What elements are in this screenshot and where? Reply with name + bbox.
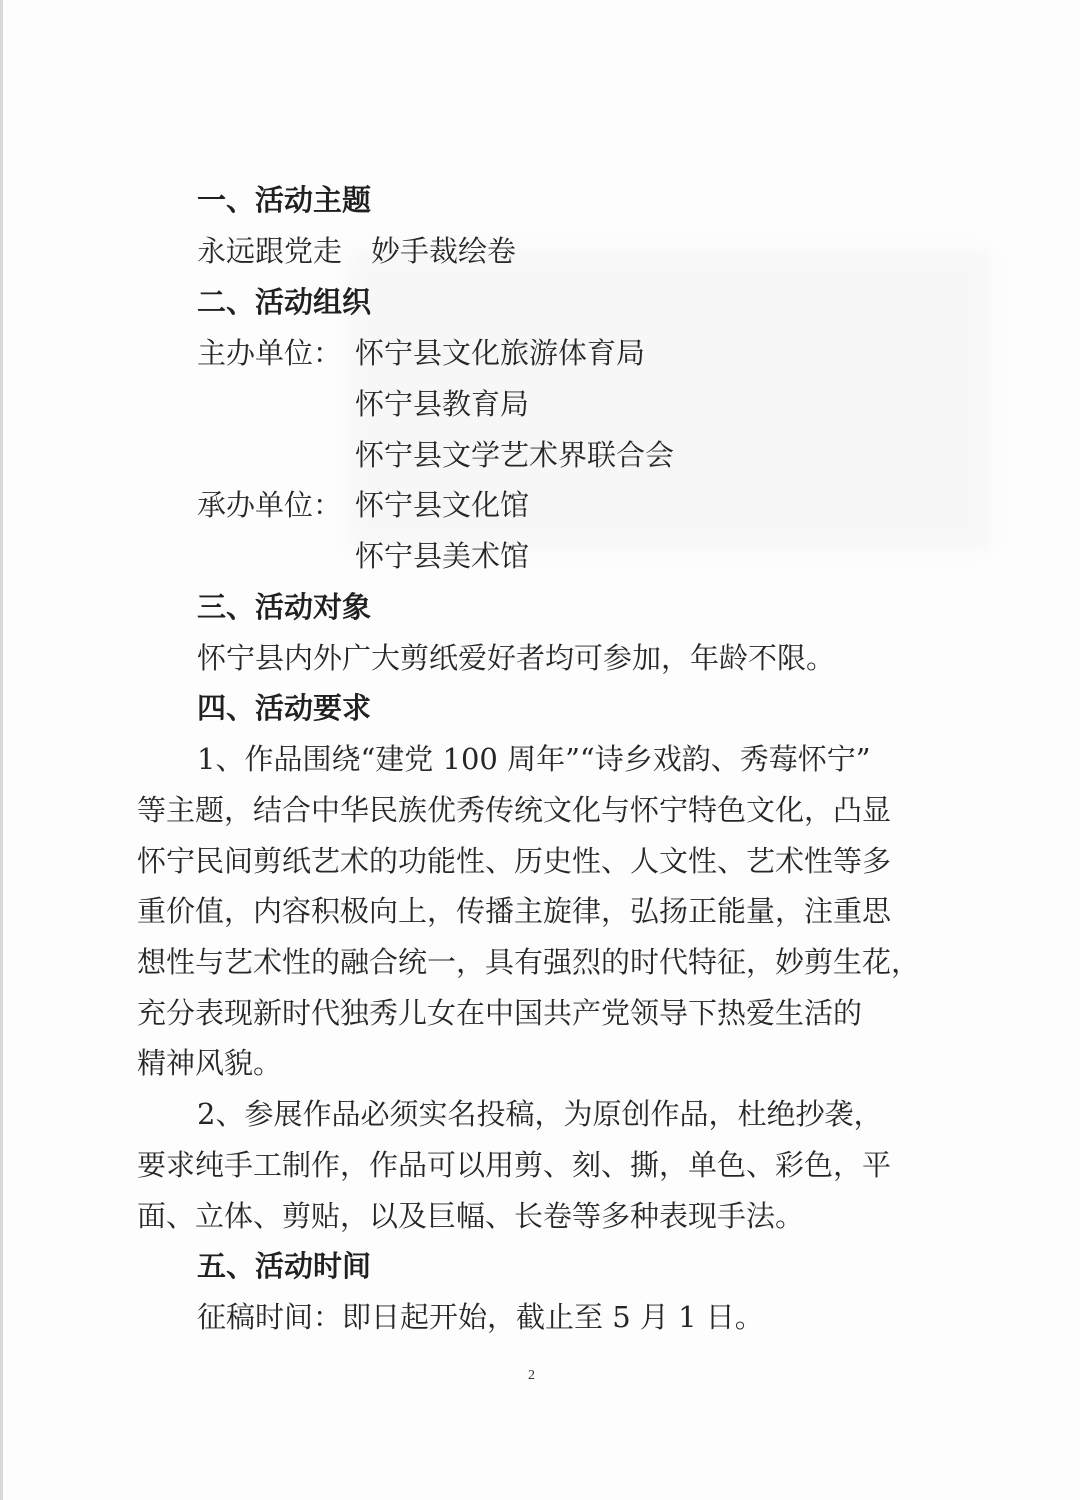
requirement-1-line-6: 充分表现新时代独秀儿女在中国共产党领导下热爱生活的 — [137, 996, 863, 1030]
requirement-1-line-1: 1、作品围绕“建党 100 周年”“诗乡戏韵、秀莓怀宁” — [197, 742, 871, 776]
requirement-1-line-2: 等主题，结合中华民族优秀传统文化与怀宁特色文化，凸显 — [137, 793, 892, 827]
section-heading-audience: 三、活动对象 — [197, 590, 372, 624]
page-edge — [0, 0, 3, 1500]
organizer-label: 承办单位： — [197, 488, 343, 522]
host-unit-1: 怀宁县文化旅游体育局 — [355, 336, 646, 370]
requirement-1-line-5: 想性与艺术性的融合统一，具有强烈的时代特征，妙剪生花， — [137, 945, 921, 979]
section-heading-requirements: 四、活动要求 — [197, 691, 372, 725]
host-label: 主办单位： — [197, 336, 343, 370]
requirement-1-line-7: 精神风貌。 — [137, 1046, 283, 1080]
section-heading-organization: 二、活动组织 — [197, 285, 372, 319]
requirement-2-line-2: 要求纯手工制作，作品可以用剪、刻、撕，单色、彩色，平 — [137, 1148, 892, 1182]
requirement-2-line-1: 2、参展作品必须实名投稿，为原创作品，杜绝抄袭， — [197, 1097, 883, 1131]
theme-text: 永远跟党走 妙手裁绘卷 — [197, 234, 517, 268]
requirement-2-line-3: 面、立体、剪贴，以及巨幅、长卷等多种表现手法。 — [137, 1199, 805, 1233]
requirement-1-line-4: 重价值，内容积极向上，传播主旋律，弘扬正能量，注重思 — [137, 894, 892, 928]
organizer-unit-2: 怀宁县美术馆 — [355, 539, 530, 573]
section-heading-theme: 一、活动主题 — [197, 183, 372, 217]
section-heading-schedule: 五、活动时间 — [197, 1249, 372, 1283]
host-unit-2: 怀宁县教育局 — [355, 387, 530, 421]
organizer-unit-1: 怀宁县文化馆 — [355, 488, 530, 522]
audience-text: 怀宁县内外广大剪纸爱好者均可参加，年龄不限。 — [197, 641, 836, 675]
requirement-1-line-3: 怀宁民间剪纸艺术的功能性、历史性、人文性、艺术性等多 — [137, 844, 892, 878]
page-number: 2 — [528, 1368, 535, 1383]
schedule-text: 征稿时间：即日起开始，截止至 5 月 1 日。 — [197, 1300, 764, 1334]
host-unit-3: 怀宁县文学艺术界联合会 — [355, 438, 675, 472]
